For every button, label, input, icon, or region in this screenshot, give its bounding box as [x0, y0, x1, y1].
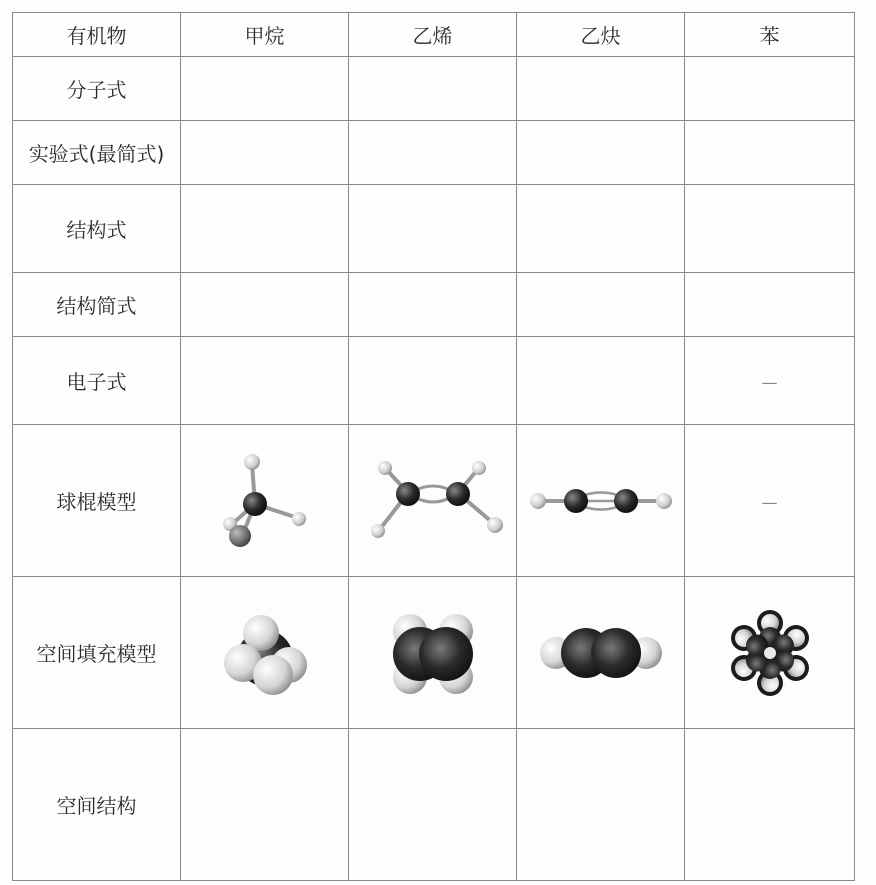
row-structural	[13, 185, 855, 273]
row-label-space-fill: 空间填充模型	[13, 577, 181, 729]
cell-ethylene-formula	[349, 57, 517, 121]
row-label-empirical: 实验式(最简式)	[13, 121, 181, 185]
organic-compounds-sheet	[12, 12, 854, 880]
methane-space-filling-model	[215, 603, 315, 703]
benzene-space-filling-model	[720, 603, 820, 703]
cell-benzene-electron	[685, 337, 855, 425]
cell-ethylene-empirical	[349, 121, 517, 185]
cell-benzene-spatial	[685, 729, 855, 881]
row-label-spatial: 空间结构	[13, 729, 181, 881]
cell-ethylene-condensed	[349, 273, 517, 337]
row-label-structural: 结构式	[13, 185, 181, 273]
cell-ethylene-space-fill	[349, 577, 517, 729]
cell-methane-ball-stick	[181, 425, 349, 577]
cell-methane-formula	[181, 57, 349, 121]
cell-acetylene-electron	[517, 337, 685, 425]
cell-acetylene-formula	[517, 57, 685, 121]
acetylene-space-filling-model	[536, 618, 666, 688]
cell-methane-empirical	[181, 121, 349, 185]
header-compound: 有机物	[13, 13, 181, 57]
cell-methane-structural	[181, 185, 349, 273]
ethylene-space-filling-model	[378, 603, 488, 703]
cell-ethylene-spatial	[349, 729, 517, 881]
cell-acetylene-space-fill	[517, 577, 685, 729]
row-space-fill	[13, 577, 855, 729]
cell-methane-electron	[181, 337, 349, 425]
not-applicable-dash: —	[761, 492, 778, 512]
header-acetylene: 乙炔	[517, 13, 685, 57]
row-ball-stick	[13, 425, 855, 577]
row-spatial	[13, 729, 855, 881]
row-formula	[13, 57, 855, 121]
header-methane: 甲烷	[181, 13, 349, 57]
cell-benzene-space-fill	[685, 577, 855, 729]
acetylene-ball-stick-model	[521, 476, 681, 526]
cell-acetylene-condensed	[517, 273, 685, 337]
cell-benzene-ball-stick	[685, 425, 855, 577]
comparison-table	[12, 12, 855, 881]
cell-benzene-condensed	[685, 273, 855, 337]
cell-acetylene-ball-stick	[517, 425, 685, 577]
row-electron	[13, 337, 855, 425]
row-condensed	[13, 273, 855, 337]
cell-acetylene-spatial	[517, 729, 685, 881]
ethylene-ball-stick-model	[358, 451, 508, 551]
not-applicable-dash: —	[761, 372, 778, 392]
cell-ethylene-structural	[349, 185, 517, 273]
row-label-condensed: 结构简式	[13, 273, 181, 337]
cell-ethylene-ball-stick	[349, 425, 517, 577]
cell-acetylene-empirical	[517, 121, 685, 185]
cell-benzene-formula	[685, 57, 855, 121]
cell-benzene-empirical	[685, 121, 855, 185]
header-row	[13, 13, 855, 57]
cell-methane-condensed	[181, 273, 349, 337]
row-label-formula: 分子式	[13, 57, 181, 121]
cell-ethylene-electron	[349, 337, 517, 425]
header-benzene: 苯	[685, 13, 855, 57]
cell-acetylene-structural	[517, 185, 685, 273]
row-empirical	[13, 121, 855, 185]
methane-ball-stick-model	[210, 446, 320, 556]
cell-methane-space-fill	[181, 577, 349, 729]
cell-benzene-structural	[685, 185, 855, 273]
row-label-ball-stick: 球棍模型	[13, 425, 181, 577]
cell-methane-spatial	[181, 729, 349, 881]
row-label-electron: 电子式	[13, 337, 181, 425]
header-ethylene: 乙烯	[349, 13, 517, 57]
